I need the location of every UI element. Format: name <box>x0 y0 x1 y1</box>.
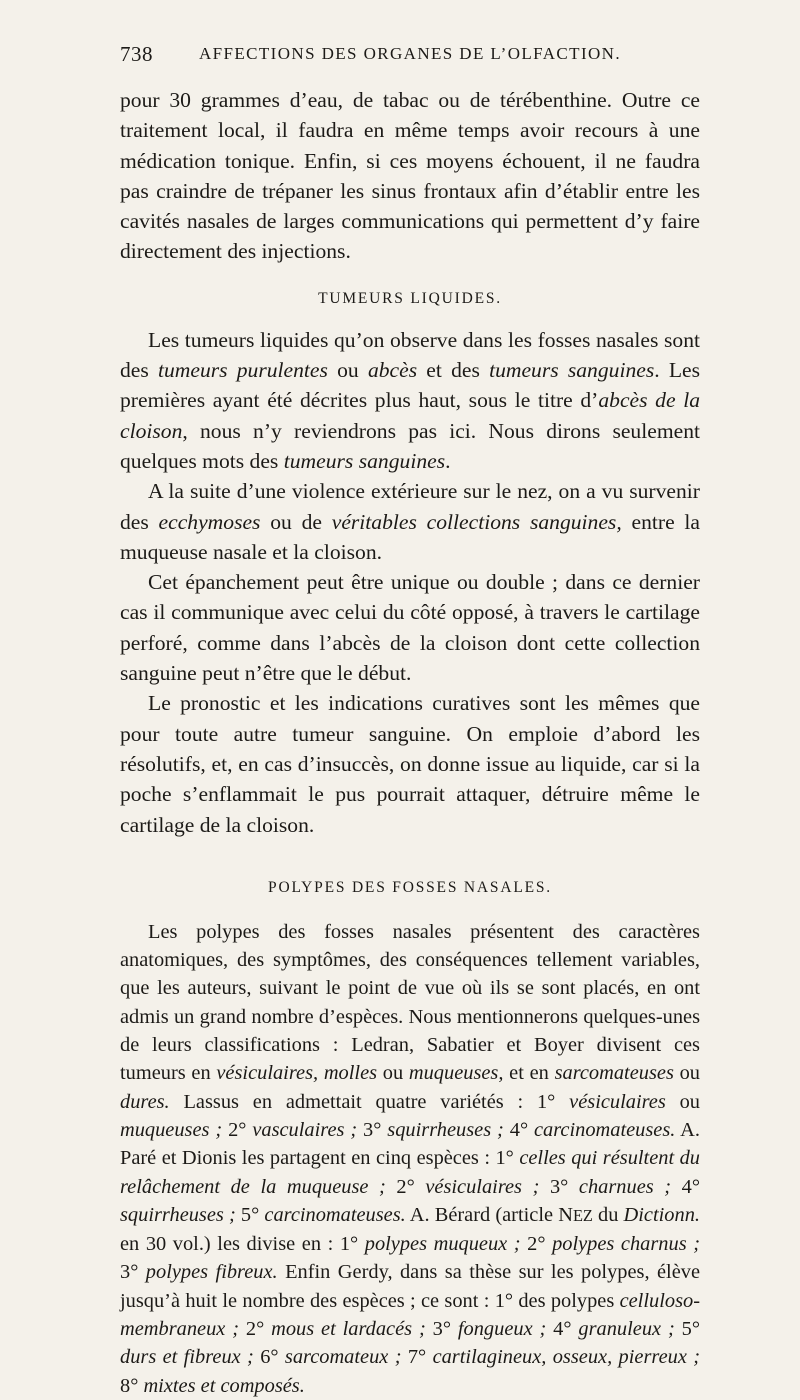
running-head: AFFECTIONS DES ORGANES DE L’OLFACTION. <box>198 44 622 63</box>
page-body <box>120 85 700 1400</box>
paragraph-polypes-1: Les polypes des fosses nasales présentent des caractères anatomiques, des symptômes, des conséquences tellement variables, que les auteurs, suivant le point de vue où ils se sont placés, en ont admis un grand nombre d’espèces. Nous mentionnerons quelques-unes de leurs classifications : Ledran, Sabatier et Boyer divisent ces tumeurs en vésiculaires, molles ou muqueuses, et en sarcomateuses ou dures. Lassus en admettait quatre variétés : 1° vésiculaires ou muqueuses ; 2° vasculaires ; 3° squirrheuses ; 4° carcinomateuses. A. Paré et Dionis les partagent en cinq espèces : 1° celles qui résultent du relâchement de la muqueuse ; 2° vésiculaires ; 3° charnues ; 4° squirrheuses ; 5° carcinomateuses. A. Bérard (article NEZ du Dictionn. en 30 vol.) les divise en : 1° polypes muqueux ; 2° polypes charnus ; 3° polypes fibreux. Enfin Gerdy, dans sa thèse sur les polypes, élève jusqu’à huit le nombre des espèces ; ce sont : 1° des polypes celluloso-membraneux ; 2° mous et lardacés ; 3° fongueux ; 4° granuleux ; 5° durs et fibreux ; 6° sarcomateux ; 7° cartilagineux, osseux, pierreux ; 8° mixtes et composés. <box>120 920 701 1397</box>
paragraph-tumeurs-liquides-2: A la suite d’une violence extérieure sur le nez, on a vu survenir des ecchymoses ou de véritables collections sanguines, entre la muqueuse nasale et la cloison. <box>120 479 700 564</box>
paragraph-tumeurs-liquides-3: Cet épanchement peut être unique ou double ; dans ce dernier cas il communique avec celui du côté opposé, à travers le cartilage perforé, comme dans l’abcès de la cloison dont cette collection sanguine peut n’être que le début. <box>120 570 700 686</box>
section-heading-polypes: POLYPES DES FOSSES NASALES. <box>268 878 552 896</box>
section-heading-tumeurs-liquides: TUMEURS LIQUIDES. <box>318 289 502 307</box>
paragraph-tumeurs-liquides-1: Les tumeurs liquides qu’on observe dans les fosses nasales sont des tumeurs purulentes ou abcès et des tumeurs sanguines. Les premières ayant été décrites plus haut, sous le titre d’abcès de la cloison, nous n’y reviendrons pas ici. Nous dirons seulement quelques mots des tumeurs sanguines. <box>120 327 701 473</box>
page-number: 738 <box>120 42 153 66</box>
page-header <box>120 42 700 72</box>
paragraph-tumeurs-liquides-4: Le pronostic et les indications curatives sont les mêmes que pour toute autre tumeur sanguine. On emploie d’abord les résolutifs, et, en cas d’insuccès, on donne issue au liquide, car si la poche s’enflammait le pus pourrait attaquer, détruire même le cartilage de la cloison. <box>120 691 700 837</box>
intro-paragraph: pour 30 grammes d’eau, de tabac ou de térébenthine. Outre ce traitement local, il faudra en même temps avoir recours à une médication tonique. Enfin, si ces moyens échouent, il ne faudra pas craindre de trépaner les sinus frontaux afin d’établir entre les cavités nasales de larges communications qui permettent d’y faire directement des injections. <box>120 88 700 264</box>
